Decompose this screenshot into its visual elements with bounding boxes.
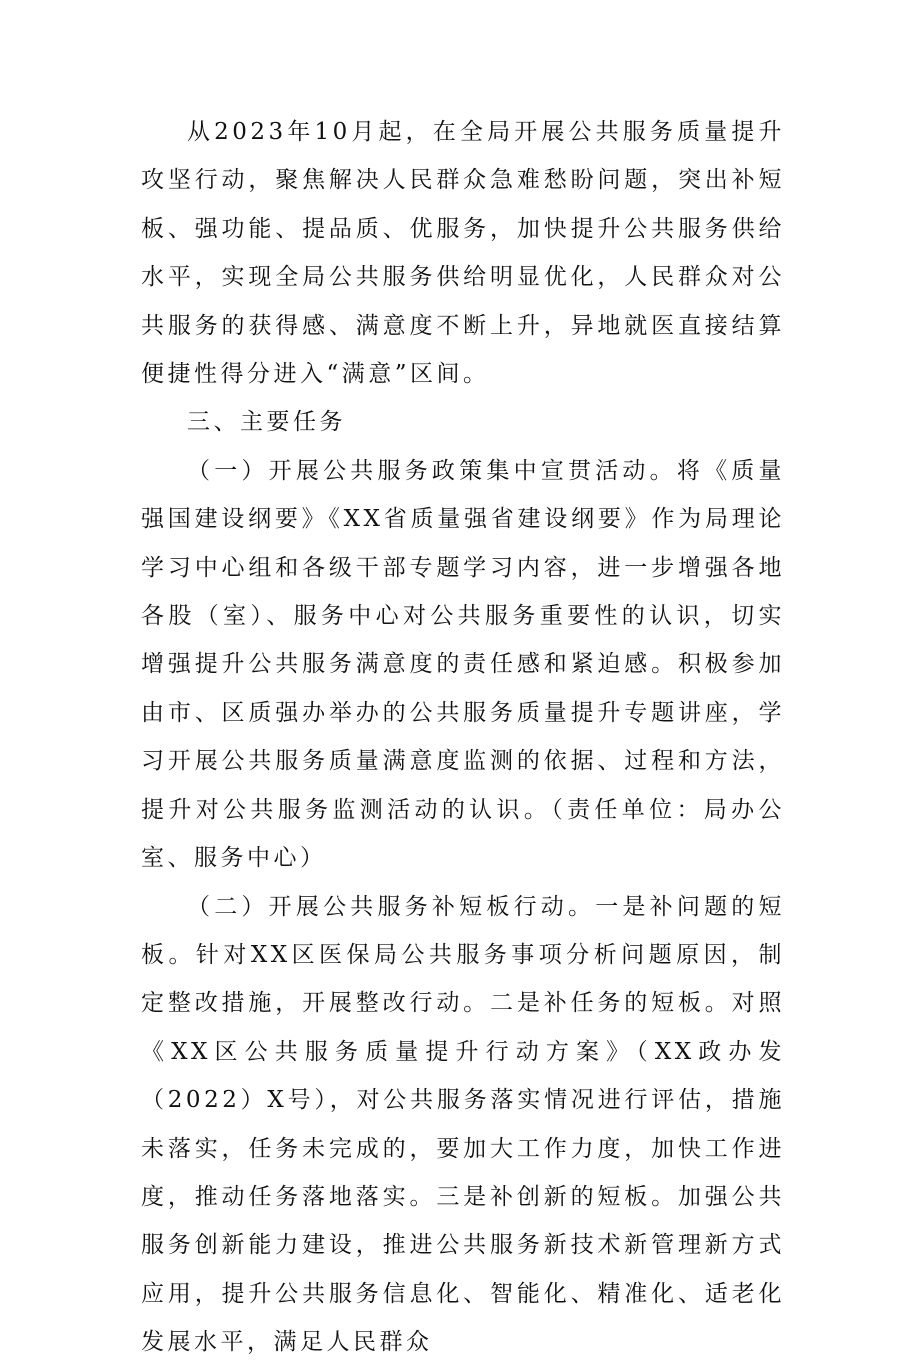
section-heading-main-tasks: 三、主要任务 (187, 409, 346, 436)
intro-paragraph: 从2023年10月起，在全局开展公共服务质量提升攻坚行动，聚焦解决人民群众急难愁盼问题，突出补短板、强功能、提品质、优服务，加快提升公共服务供给水平，实现全局公共服务供给明显优化，人民群众对公共服务的获得感、满意度不断上升，异地就医直接结算便捷性得分进入“满意”区间。 (141, 119, 785, 388)
task-paragraph-1: （一）开展公共服务政策集中宣贯活动。将《质量强国建设纲要》《XX省质量强省建设纲要》作为局理论学习中心组和各级干部专题学习内容，进一步增强各地各股（室）、服务中心对公共服务重要性的认识，切实增强提升公共服务满意度的责任感和紧迫感。积极参加由市、区质强办举办的公共服务质量提升专题讲座，学习开展公共服务质量满意度监测的依据、过程和方法，提升对公共服务监测活动的认识。（责任单位：局办公室、服务中心） (141, 457, 785, 872)
document-body (141, 108, 785, 1367)
task-paragraph-2: （二）开展公共服务补短板行动。一是补问题的短板。针对XX区医保局公共服务事项分析问题原因，制定整改措施，开展整改行动。二是补任务的短板。对照《XX区公共服务质量提升行动方案》（XX政办发（2022）X号），对公共服务落实情况进行评估，措施未落实，任务未完成的，要加大工作力度，加快工作进度，推动任务落地落实。三是补创新的短板。加强公共服务创新能力建设，推进公共服务新技术新管理新方式应用，提升公共服务信息化、智能化、精准化、适老化发展水平，满足人民群众 (141, 893, 785, 1356)
